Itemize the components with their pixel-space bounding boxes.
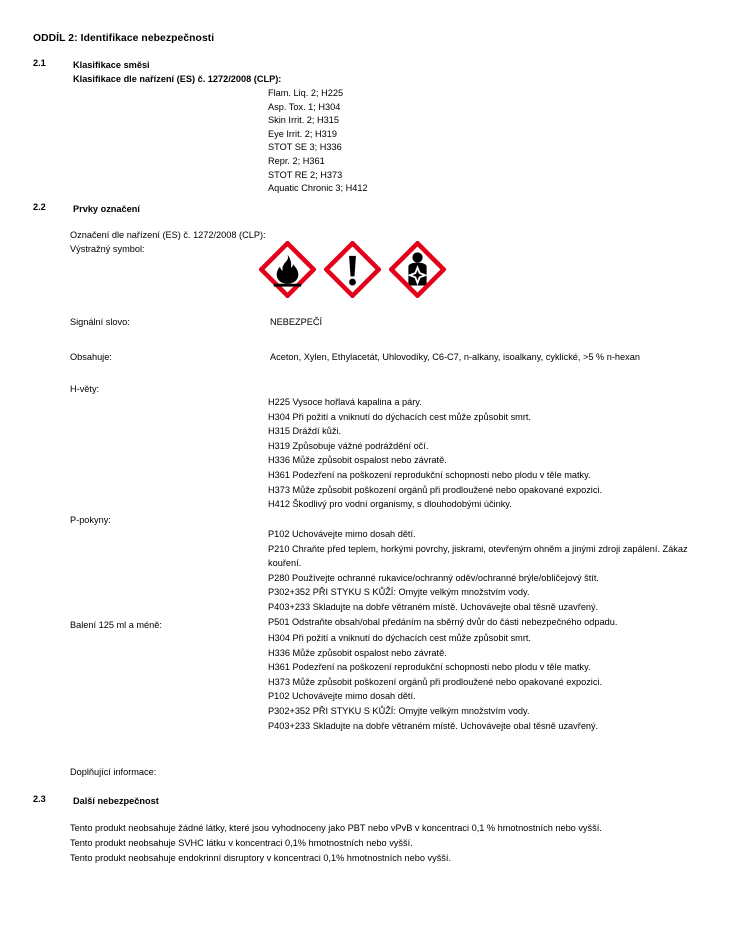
supplementary-info-label: Doplňující informace:: [70, 767, 157, 777]
list-item: P302+352 PŘI STYKU S KŮŽÍ: Omyjte velkým množstvím vody.: [268, 587, 530, 598]
list-item: H304 Při požití a vniknutí do dýchacích cest může způsobit smrt.: [268, 633, 531, 643]
classification-list: [268, 87, 568, 196]
labelling-intro: Označení dle nařízení (ES) č. 1272/2008 (CLP):: [70, 230, 266, 240]
p-statements-list: [268, 527, 713, 629]
list-item: Repr. 2; H361: [268, 155, 325, 166]
other-hazards-paragraphs: [70, 821, 720, 866]
list-item: H319 Způsobuje vážné podráždění očí.: [268, 440, 429, 451]
list-item: Aquatic Chronic 3; H412: [268, 183, 368, 194]
health-hazard-pictogram: [389, 241, 446, 298]
list-item: Asp. Tox. 1; H304: [268, 101, 341, 112]
section-2-3: [33, 794, 633, 808]
list-item: P403+233 Skladujte na dobře větraném místě. Uchovávejte obal těsně uzavřený.: [268, 720, 599, 731]
list-item: H361 Podezření na poškození reprodukční schopnosti nebo plodu v těle matky.: [268, 469, 591, 480]
contains-value: Aceton, Xylen, Ethylacetát, Uhlovodíky, C6-C7, n-alkany, isoalkany, cyklické, >5 % n-hexan: [270, 352, 640, 362]
contains-label: Obsahuje:: [70, 352, 112, 362]
list-item: H304 Při požití a vniknutí do dýchacích cest může způsobit smrt.: [268, 411, 531, 422]
section-2-3-number: 2.3: [33, 794, 46, 804]
section-2-1: [33, 58, 633, 86]
section-2-1-subtitle: Klasifikace dle nařízení (ES) č. 1272/2008 (CLP):: [73, 74, 282, 84]
ghs-pictogram-row: [259, 241, 446, 298]
paragraph: Tento produkt neobsahuje SVHC látku v koncentraci 0,1% hmotnostních nebo vyšší.: [70, 838, 413, 848]
contains-row: [70, 350, 730, 365]
section-2-3-title: Další nebezpečnost: [73, 796, 159, 806]
section-2-2-number: 2.2: [33, 202, 46, 212]
list-item: Eye Irrit. 2; H319: [268, 128, 337, 139]
list-item: P302+352 PŘI STYKU S KŮŽÍ: Omyjte velkým množstvím vody.: [268, 705, 530, 716]
list-item: Skin Irrit. 2; H315: [268, 115, 339, 126]
pictogram-label: Výstražný symbol:: [70, 244, 145, 254]
list-item: P102 Uchovávejte mimo dosah dětí.: [268, 691, 416, 702]
list-item: H336 Může způsobit ospalost nebo závratě.: [268, 455, 447, 466]
list-item: Flam. Liq. 2; H225: [268, 88, 344, 98]
list-item: P403+233 Skladujte na dobře větraném místě. Uchovávejte obal těsně uzavřený.: [268, 601, 599, 612]
flame-pictogram: [259, 241, 316, 298]
section-2-2-title: Prvky označení: [73, 204, 140, 214]
section-2-1-title: Klasifikace směsi: [73, 60, 150, 70]
list-item: STOT RE 2; H373: [268, 169, 343, 180]
list-item: STOT SE 3; H336: [268, 142, 342, 153]
exclamation-mark-pictogram: [324, 241, 381, 298]
section-2-2: [33, 202, 633, 216]
list-item: P501 Odstraňte obsah/obal předáním na sběrný dvůr do části nebezpečného odpadu.: [268, 616, 618, 627]
list-item: P280 Používejte ochranné rukavice/ochranný oděv/ochranné brýle/obličejový štít.: [268, 572, 599, 583]
h-statements-label: H-věty:: [70, 384, 100, 394]
small-packaging-label: Balení 125 ml a méně:: [70, 620, 162, 630]
p-statements-label: P-pokyny:: [70, 515, 111, 525]
list-item: H373 Může způsobit poškození orgánů při prodloužené nebo opakované expozici.: [268, 484, 603, 495]
h-statements-list: [268, 395, 718, 512]
small-packaging-list: [268, 631, 718, 733]
list-item: H315 Dráždí kůži.: [268, 426, 342, 437]
list-item: H336 Může způsobit ospalost nebo závratě.: [268, 647, 447, 658]
list-item: H373 Může způsobit poškození orgánů při prodloužené nebo opakované expozici.: [268, 676, 603, 687]
list-item: H361 Podezření na poškození reprodukční schopnosti nebo plodu v těle matky.: [268, 662, 591, 673]
list-item: H225 Vysoce hořlavá kapalina a páry.: [268, 397, 422, 407]
section-2-1-number: 2.1: [33, 58, 46, 68]
list-item: P210 Chraňte před teplem, horkými povrchy, jiskrami, otevřeným ohněm a jinými zdroji zapálení. Zákaz kouření.: [268, 543, 688, 569]
signal-word-label: Signální slovo:: [70, 317, 130, 327]
signal-word-row: [70, 315, 710, 330]
paragraph: Tento produkt neobsahuje endokrinní disruptory v koncentraci 0,1% hmotnostních nebo vyšší.: [70, 853, 451, 863]
list-item: H412 Škodlivý pro vodní organismy, s dlouhodobými účinky.: [268, 499, 512, 510]
list-item: P102 Uchovávejte mimo dosah dětí.: [268, 529, 416, 539]
paragraph: Tento produkt neobsahuje žádné látky, které jsou vyhodnoceny jako PBT nebo vPvB v koncentraci 0,1 % hmotnostních nebo vyšší.: [70, 823, 602, 833]
signal-word-value: NEBEZPEČÍ: [270, 317, 323, 327]
page-title: ODDÍL 2: Identifikace nebezpečnosti: [33, 33, 215, 44]
